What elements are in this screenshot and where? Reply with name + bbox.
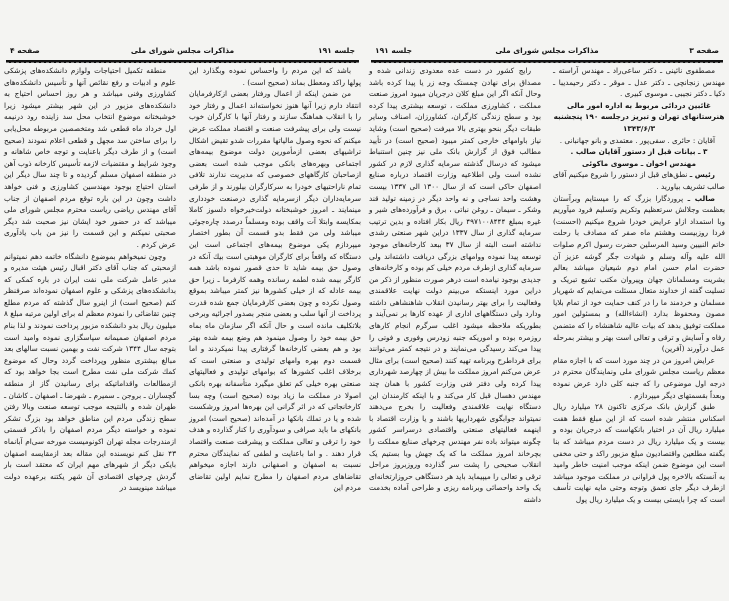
session-number: جلسه ۱۹۱ — [318, 46, 355, 55]
speaker-name: صالب ـ — [687, 193, 715, 203]
speech-text: پروردگارا بزرگ که را میستایم وبرآستان بعظمت وجلالش سرتعظیم وتکریم وتسلیم فرود میآوریم وبا استمداد ازاو عرایض خودرا شروع میکنیم (احسنت) فردا روزبیست وهشتم ماه صفر که مصادف با رحلت خاتم النبیین وسید المرسلین حضرت رسول اکرم صلوات الله علیه وآله وسلم و شهادت جگر گوشه عزیز آن حضرت امام حسن امام دوم شیعیان میباشد بعالم بشریت ومسلمانان جهان وپیروان مکتب تشیع تبریک و تسلیت گفته از خداوند متعال مسئلت می‌نمایم که شهریار مسلمان و خردمند ما را در کنف حمایت خود از تمام بلایا مصون ومحفوظ بدارد (انشاءالله) و بمسئولین امور مملکت توفیق بدهد که بیات عالیه شاهنشاه را که متضمن رفاه و آسایش و ترقی و تعالی است بهتر و بیشتر بمرحله عمل درآورند (آفرین) — [553, 193, 725, 354]
speech-text: عرایض امروز من در چند مورد است که با اجازه مقام معظم ریاست مجلس شورای ملی ونمایندگان محترم در درجه اول موضوعی را که جنبه کلی دارد عرض نموده وبعداً بقسمتهای دیگر میپردازم . — [553, 355, 725, 400]
speaker-name: رئیس ـ — [689, 170, 715, 180]
speech-paragraph — [553, 355, 725, 401]
page-header — [371, 46, 723, 60]
paragraph: رایج کشور در دست عده معدودی زندانی شده و مصداق برای نهادن چمستک وجه زر یا پیدا کرده باشد وحال آنکه اگر این مبلغ کلان درجریان میبود امروز صنعت مملکت ، کشاورزی مملکت ، توسعه بیشتری پیدا کرده بود و سطح زندگی کارگران، کشاورزان، اصناف وسایر طبقات دیگر بنحو بهتری بالا میرفت (صحیح است) وشاید نیاز باوامهای خارجی کمتر میبود (صحیح است) در تأیید مطالب فوق از گزارش بانک ملی نیز چنین استنباط میشود که درسال گذشته سرمایه گذاری لازم در کشور نشده است ولی اطلاعیه وزارت اقتصاد درباره صنایع اصفهان حاکی است که از سال ۱۳۰۰ الی ۱۳۳۷ بیست وهشت واحد نساجی و نه واحد دیگر در زمینه تولید قند وشکر ـ سیمان ـ روغن نباتی ، برق و فرآورده‌های شیر و غیره بمبلغ ۴۹۷۱۰۰۸۴۴۴ ریال بکار افتاده و بدین ترتیب سرمایه گذاری از سال ۱۳۳۷ دراین شهر صنعتی رشدی نداشته است البته از سال ۳۷ ببعد کارخانه‌های موجود توسعه پیدا نموده ووامهای بزرگی دریافت داشته‌اند ولی سرمایه گذاری ازطرف مردم خیلی کم بوده و کارخانه‌های جدیدی بوجود نیامده است درهر صورت منظور از ذکر من دراین مورد اینستکه می‌بینم دولت نهایت علاقمندی وفعالیت را برای بهتر رسانیدن انقلاب شاهنشاهی داشته ودارد ولی دستگاههای اداری از عهده کارها بر نمی‌آیند و بطوریکه ملاحظه میشود اغلب سرگرم انجام کارهای روزمره بوده و اموریکه جنبه زودرس وفوری و فوتی را پیدا می‌کند رسیدگی می‌نمایند و در نتیجه کمتر می‌توانند برای فرداطرح وبرنامه تهیه کنند (صحیح است) برای مثال عرض می‌کنم امروز مملکت ما بیش از چهارصد شهرداری پیدا کرده ولی دفتر فنی وزارت کشور با همان چند مهندس دهسال قبل کار می‌کند و با اینکه کارمندان این دستگاه نهایت علاقمندی وفعالیت را بخرج می‌دهند نمیتواند جوابگوی شهرداریها باشند و یا وزارت اقتصاد با اینهمه فعالیتهای صنعتی واقتصادی درسراسر کشور چگونه میتواند باده نفر مهندس چرخهای صنایع مملکت را بچرخاند امروز مملکت ما که یک جهش وبا بستیم یک انقلاب صحیحی را پشت سر گذارده وروزبروز مراحل ترقی و تعالی را میپیماید باید هر دستگاهی حروزارتخانه‌ای یک واحد واحصائی وبرنامه ریزی و طراحی آماده بخدمت داشته — [369, 66, 541, 504]
page-header — [6, 46, 359, 60]
section-speakers: مهندس اخوان ـ موسوی ماکوئی — [581, 158, 697, 168]
absent-heading: غائبین دردائی مربوط به اداره امور مالی هنرستانهای تهران و تبریز درجلسه ۱۹۰ پنجشنبه — [553, 100, 725, 122]
session-number: جلسه ۱۹۱ — [375, 46, 412, 55]
paragraph: باشد که این مردم را واحساس نموده وبگذارد این پولها راکد ومعطل بماند (صحیح است) . — [189, 66, 361, 87]
page-number: صفحه ۳ — [689, 46, 719, 55]
paragraph: منطقه تکمیل احتیاجات ولوازم دانشکده‌های پزشکی علوم و ادبیات و رفع نقائص آنها و تأسیس دانشکده‌های کشاورزی وفنی میباشد و هر روز احساس احتیاج به دانشکده‌های مزبور در این شهر بیشتر میشود زیرا خوشبختانه موضوع انتخاب محل سد زاینده رود درنیمه اول خرداد ماه قطعی شد ومتخصصین مربوطه محل‌یابی را برای ساختن سد مجهل و قطعی اعلام نمودند (صحیح است) و از طرف دیگر باعنایت و توجه خاص شاهانه و وجود شرایط و مقتضیات لازمه تأسیس کارخانه ذوب آهن در منطقه اصفهان مسلم گردیده و تا چند سال دیگر این استان احتیاج بوجود مهندسین کشاورزی و فنی خواهد داشت وچون در این باره توقع مردم اصفهان از جناب آقای مهندس ریاضی ریاست محترم مجلس شورای ملی میباشد که در حضور خود ایشان نیز صحبت شد دیگر صحبتی نمیکنم و این قسمت را نیز من باب یادآوری عرض کردم . — [4, 66, 176, 249]
text-column-left — [4, 65, 176, 494]
running-title: مذاکرات مجلس شورای ملی — [495, 46, 599, 55]
text-column-left — [369, 65, 541, 506]
speech-text: طبق گزارش بانک مرکزی تاکنون ۲۸ میلیارد ریال اسکناس منتشر شده است که از این مبلغ فقط هفت میلیارد ریال آن در اختیار بانکهاست که درجریان بوده و بیست و یک میلیارد ریال در دست مردم میباشد که بنا بگفته مطلعین واقتصادیون مبلغ مزبور راکد و حتی مخفی است این موضوع ضمن اینکه موجب امنیت خاطر وامید به آنستکه بالاخره پول فراوانی در مملکت موجود میباشد ازطرف دیگر جای تعمق وتوجه وحتی مایه نهایت تأسف است که چرا بایستی بیست و یک میلیارد ریال پول — [553, 402, 725, 504]
text-column-right — [189, 65, 361, 494]
text-column-right — [553, 65, 725, 506]
member-names: مصطفوی نائینی ـ دکتر ساعی‌راد ـ مهندس آراسته ـ مهندس زنجانچی ـ دکتر عدل ـ موقر ـ دکتر رحیمدیبا ـ دکیا ـ دکتر نجیبی ـ موسوی کبیری . — [553, 66, 725, 99]
section-heading: ۳ ـ بیانات قبل از دستور آقایان صالب . — [570, 147, 708, 157]
absent-date: ۱۳۴۳/۶/۳ — [622, 123, 656, 133]
header-rule — [371, 60, 723, 63]
page-number: صفحه ۴ — [10, 46, 40, 55]
speech-paragraph — [553, 401, 725, 505]
running-title: مذاکرات مجلس شورای ملی — [130, 46, 235, 55]
speech-paragraph — [553, 193, 725, 355]
header-rule — [6, 60, 359, 63]
paragraph: وچون نمیخواهم بموضوع دانشگاه خاتمه دهم نمیتوانم ازمحبتی که جناب آقای دکتر اقبال رئیس هیئت مدیره و مدیر عامل شرکت ملی نفت ایران در باره کمکی که بدانشکده‌های پزشکی و علوم اصفهان نموده‌اند صرفنظر کنم (صحیح است) از اینرو سال گذشته که مردم مطلع چنین تقاضائی را نمودم معظم له برای اولین مرتبه مبلغ ۸ میلیون ریال بدو دانشکده مزبور پرداخت نمودند و لذا بنام مردم اصفهان صمیمانه سپاسگزاری نموده وامید است بتوجه سال ۱۳۴۴ شرکت نفت و بهمین نسبت سالهای بعد مبالغ بیشتری منظور وپرداخت گردد وحال که موضوع کمك شرکت ملی نفت مطرح است بجا خواهد بود که ازمطالعات واقداماتیکه برای رسانیدن گاز از منطقه گچساران ـ بروجن ـ سمیرم ـ شهرضا ـ اصفهان ـ کاشان ـ طهران شده و بالنتیجه موجب توسعه صنعت وبالا رفتن سطح زندگی مردم این مناطق خواهد بود بزرگ تشکر نموده و خواسته دیگر مردم اصفهان را باذکر قسمتی ازمندرجات مجله تهران اکونومیست مورخه سی‌ام آبانماه ۴۳ نقل کنم نویسنده این مقاله بعد ازمقایسه اصفهان بایکی دیگر از شهرهای مهم ایران که معتقد است بار گردش چرخهای اقتصادی آن شهر یکتنه برعهده دولت میباشد مینویسد در — [4, 251, 176, 493]
paragraph: من ضمن اینکه از اعمال ورفتار بعضی ازکارفرمایان انتقاد دارم زیرا آنها هنوز نخواسته‌اند اعمال و رفتار خود را با انقلاب هماهنگ سازند و رفتار آنها با کارگران خوب نیست ولی برای پیشرفت صنعت و اقتصاد مملکت عرض میکنم که نحوه وصول مالیاتها مقررات شدو تقیض اشکال تراشیهای بعضی ازمأمورین دولت موضوع بیمه‌های اجتماعی وبهره‌های بانکی موجب شده است بعضی ازصاحبان کارگاههای خصوصی که مدیریت ندارند تلافی تمام ناراحتیهای خودرا به سرکارگران بیلورند و از طرفی سرمایه‌داران دیگر ازسرمایه گذاری درصنعت خودداری مینمایند ـ امروز خوشبختانه دولت‌خیرخواه دلسوز کاملا بمکایسه وابتلا آت واقف بوده ومسلماً درصدد چاره‌جوئی میباشد ولی من فقط بدو قسمت آن بطور اختصار میپردازم یکی موضوع بیمه‌های اجتماعی است این دستگاه که واقعاً برای کارگران موهبتی است بیك آنکه در وصول حق بیمه شاید تا حدی قصور نموده باشد همه کارگر بیمه شده لطمه رسانده وهمه کارفرما ـ زیرا حق بیمه عادله که از خیلی کشورها نیز کمتر میباشد بموقع وصول نکرده و چون بعضی کارفرمایان جمع شده قدرت پرداخت از آنها سلب و بعضی منجر بصدور اجرائیه وبرخی بلاتکلیف مانده است و حال آنکه اگر سازمان ماه بماه حق بیمه خود را وصول مینمود هم وضع بیمه شده بهتر بود و هم بعضی کارخانه‌ها گرفتاری پیدا نمیکردند و اما قسمت دوم بهره وامهای تولیدی و صنعتی است که برخلاف اغلب کشورها که بوامهای تولیدی و فعالیتهای صنعتی بهره خیلی کم تعلق میگیرد متأسفانه بهره بانکی اصولا در مملکت ما زیاد بوده (صحیح است) وچه بسا کارخانجاتی که در اثر گرانی این بهره‌ها امروز ورشکست شده و یا در تملك بانکها در آمده‌اند (صحیح است) امروز بانکهای ما باید صرافی و سودآوری را کنار گذارده و هدف خود را ترقی و تعالی مملکت و پیشرفت صنعت واقتصاد قرار دهند . و اما باعنایت و لطفی که نمایندگان محترم نسبت به اصفهان و اصفهانی دارند اجازه میخواهم تقاضاهای مردم اصفهان را مطرح نمایم اولین تقاضای مردم این — [189, 89, 361, 493]
speech-text: نطق‌های قبل از دستور را شروع میکنیم آقای صالب تشریف بیاورید . — [553, 170, 725, 191]
absent-names: آقایان : حائری . سفی‌پور . معتمدی و بانو جهانبانی . — [559, 135, 715, 145]
speech-paragraph — [553, 169, 725, 192]
